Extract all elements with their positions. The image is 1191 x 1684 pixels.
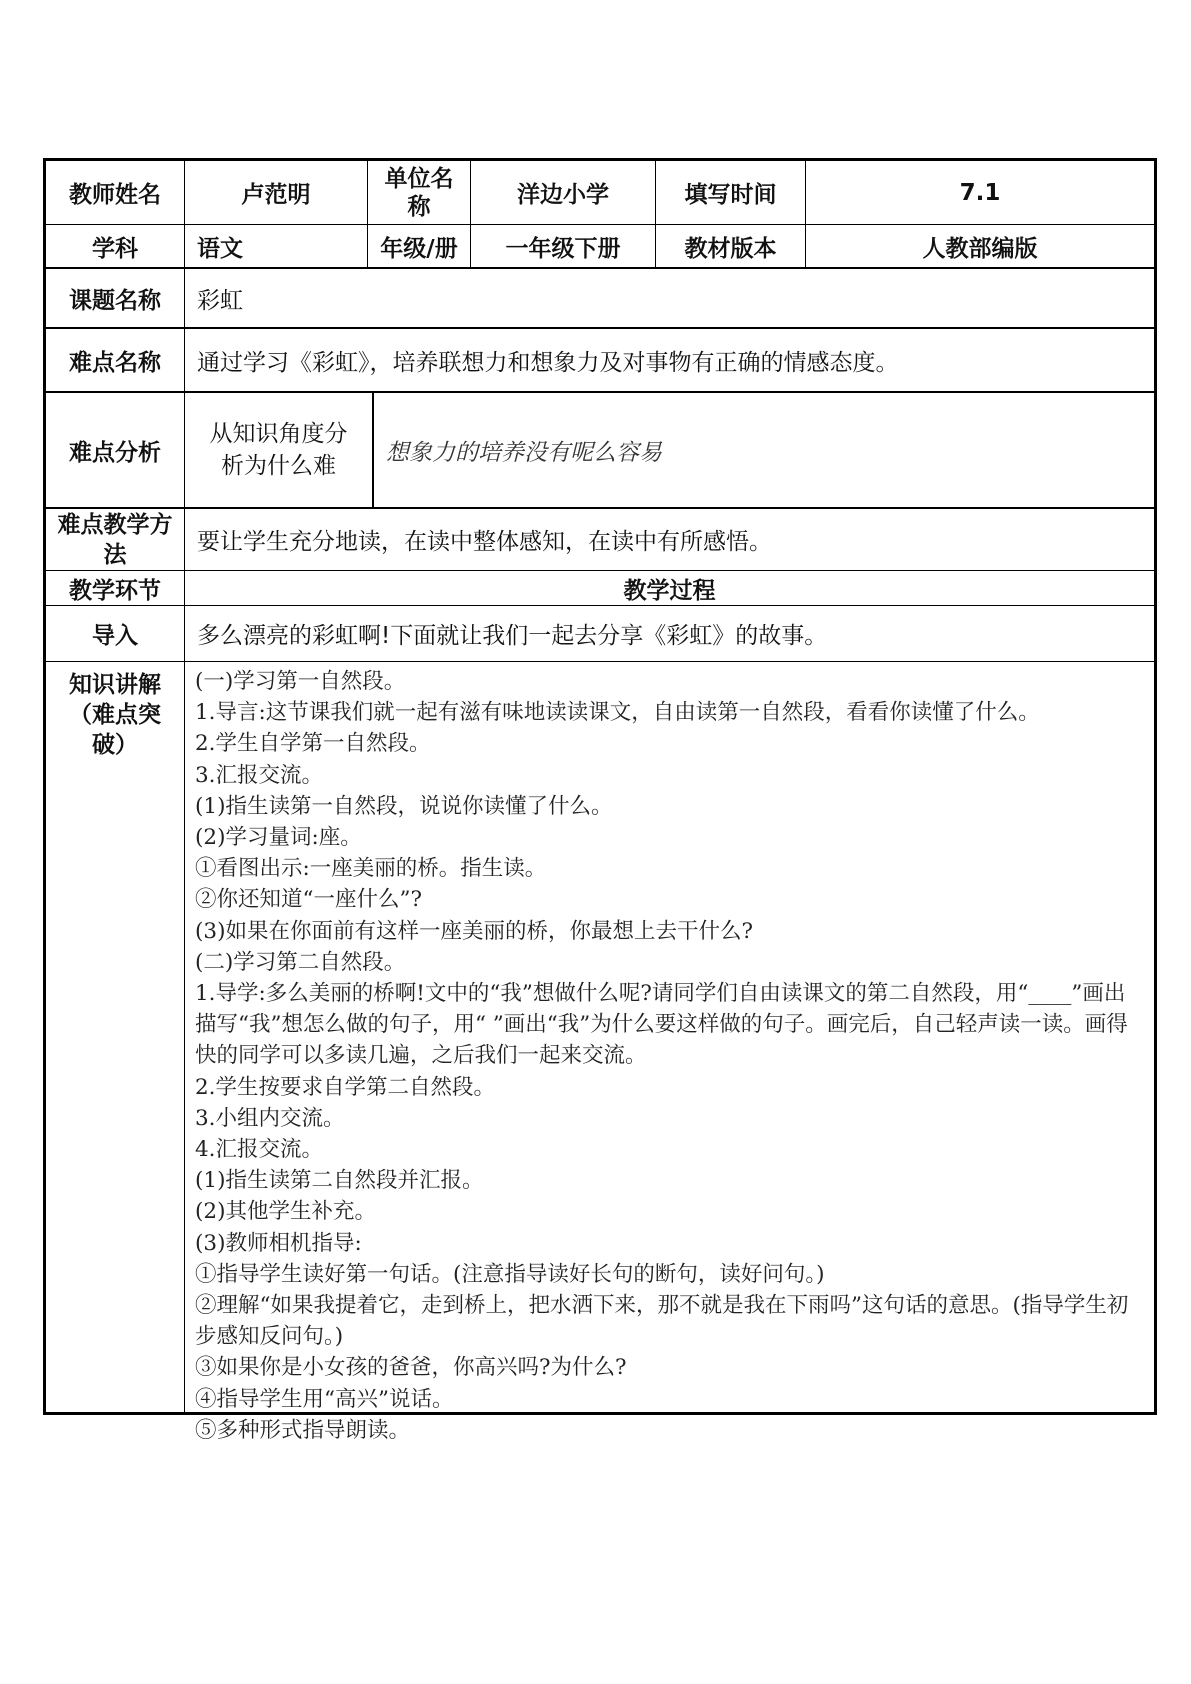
intro-label: 导入 [46, 606, 185, 661]
grade-label: 年级/册 [368, 225, 471, 267]
knowledge-label: 知识讲解（难点突破） [46, 662, 185, 1412]
knowledge-line: (一)学习第一自然段。 [195, 669, 406, 694]
knowledge-line: ③如果你是小女孩的爸爸，你高兴吗?为什么? [195, 1355, 627, 1381]
date-value: 7.1 [959, 179, 1001, 206]
knowledge-line: ②你还知道“一座什么”? [195, 887, 423, 913]
knowledge-line: 1.导言:这节课我们就一起有滋有味地读读课文，自由读第一自然段，看看你读懂了什么。 [195, 700, 1040, 726]
knowledge-line: ②理解“如果我提着它，走到桥上，把水洒下来，那不就是我在下雨吗”这句话的意思。(指导学生初步感知反问句。) [195, 1293, 1129, 1350]
knowledge-line: (1)指生读第一自然段，说说你读懂了什么。 [195, 793, 613, 819]
difficulty-value: 通过学习《彩虹》，培养联想力和想象力及对事物有正确的情感态度。 [197, 349, 899, 376]
knowledge-line: 3.小组内交流。 [195, 1105, 345, 1131]
knowledge-line: 2.学生自学第一自然段。 [195, 731, 431, 757]
knowledge-line: 3.汇报交流。 [195, 762, 324, 788]
teacher-name: 卢范明 [185, 161, 368, 224]
analysis-value: 想象力的培养没有呢么容易 [386, 439, 662, 466]
analysis-sub-label: 从知识角度分析为什么难 [185, 393, 374, 507]
subject-value: 语文 [185, 225, 368, 267]
intro-value: 多么漂亮的彩虹啊!下面就让我们一起去分享《彩虹》的故事。 [197, 623, 828, 649]
method-label: 难点教学方法 [46, 509, 185, 570]
knowledge-line: (2)其他学生补充。 [195, 1199, 376, 1225]
process-header-row [46, 571, 1154, 606]
knowledge-line: ④指导学生用“高兴”说话。 [195, 1386, 454, 1412]
knowledge-line: ①看图出示:一座美丽的桥。指生读。 [195, 856, 547, 882]
method-row [46, 509, 1154, 571]
knowledge-line: (2)学习量词:座。 [195, 825, 362, 851]
teacher-label: 教师姓名 [46, 161, 185, 224]
unit-name: 洋边小学 [471, 161, 656, 224]
knowledge-line: 1.导学:多么美丽的桥啊!文中的“我”想做什么呢?请同学们自由读课文的第二自然段，用“____”画出描写“我”想怎么做的句子，用“ ”画出“我”为什么要这样做的句子。画完后，自己轻声读一读。画得快的同学可以多读几遍，之后我们一起来交流。 [195, 981, 1128, 1069]
knowledge-line: (二)学习第二自然段。 [195, 949, 406, 975]
subject-row [46, 225, 1154, 269]
knowledge-line: (3)如果在你面前有这样一座美丽的桥，你最想上去干什么? [195, 918, 753, 944]
topic-value: 彩虹 [197, 287, 243, 314]
edition-label: 教材版本 [656, 225, 806, 267]
unit-label: 单位名称 [368, 161, 471, 224]
process-label: 教学过程 [623, 577, 716, 604]
lesson-plan-table [43, 158, 1157, 1443]
header-row [46, 161, 1154, 225]
knowledge-line: (1)指生读第二自然段并汇报。 [195, 1168, 484, 1194]
method-value: 要让学生充分地读，在读中整体感知，在读中有所感悟。 [197, 529, 772, 555]
knowledge-line: 2.学生按要求自学第二自然段。 [195, 1074, 496, 1100]
knowledge-row [46, 662, 1154, 1443]
topic-row [46, 269, 1154, 329]
process-stage-label: 教学环节 [46, 571, 185, 605]
grade-value: 一年级下册 [471, 225, 656, 267]
knowledge-lines [185, 662, 1154, 1446]
date-label: 填写时间 [656, 161, 806, 224]
knowledge-line: (3)教师相机指导: [195, 1230, 362, 1256]
subject-label: 学科 [46, 225, 185, 267]
knowledge-line: 4.汇报交流。 [195, 1137, 324, 1163]
analysis-row [46, 393, 1154, 509]
knowledge-line: ⑤多种形式指导朗读。 [195, 1417, 411, 1443]
intro-row [46, 606, 1154, 662]
topic-label: 课题名称 [46, 269, 185, 327]
difficulty-label: 难点名称 [46, 329, 185, 391]
difficulty-row [46, 329, 1154, 393]
analysis-label: 难点分析 [46, 393, 185, 507]
edition-value: 人教部编版 [922, 235, 1038, 262]
knowledge-content [185, 662, 1154, 1443]
knowledge-line: ①指导学生读好第一句话。(注意指导读好长句的断句，读好问句。) [195, 1261, 825, 1287]
